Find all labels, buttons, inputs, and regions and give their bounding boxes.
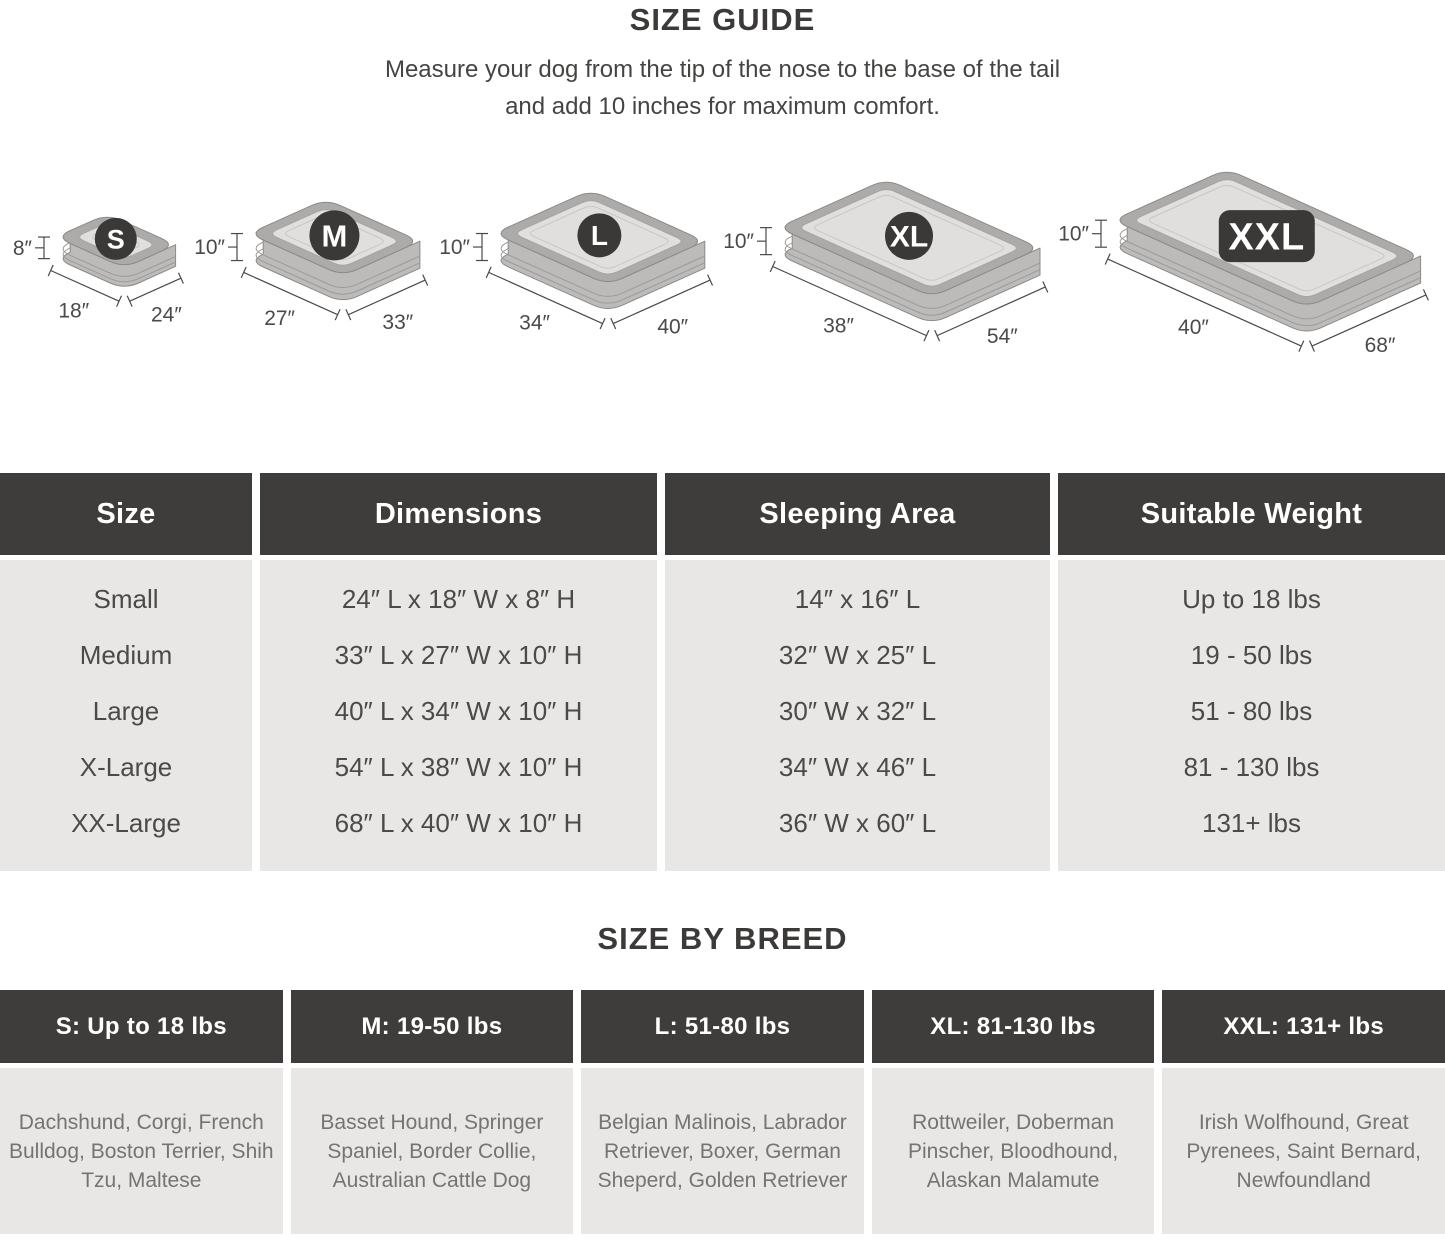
height-dimension [757,227,772,254]
svg-text:XXL: XXL [1228,215,1306,258]
svg-text:M: M [321,218,348,254]
bed-size-diagrams [0,151,1445,403]
bed-diagram-xxl [1058,163,1435,392]
column-header-sleeping-area: Sleeping Area [665,473,1050,555]
breed-list-xl: Rottweiler, Doberman Pinscher, Bloodhound, Alaskan Malamute [872,1068,1155,1234]
breed-header-s: S: Up to 18 lbs [0,990,283,1063]
breed-column-s [0,990,283,1234]
breed-column-xl [872,990,1155,1234]
column-body-sleeping-area [665,560,1050,871]
weight-cell: 51 - 80 lbs [1190,695,1313,726]
size-badge [95,217,137,259]
dimensions-cell: 24″ L x 18″ W x 8″ H [341,584,576,615]
height-dimension [473,234,488,261]
column-header-weight: Suitable Weight [1058,473,1445,555]
weight-cell: 19 - 50 lbs [1190,640,1313,671]
bed-width-label: 18″ [58,298,90,322]
column-header-dimensions: Dimensions [260,473,657,555]
size-cell: XX-Large [71,807,181,838]
svg-text:L: L [590,220,608,252]
size-table-column-weight [1058,473,1445,871]
bed-length-label: 33″ [382,311,414,334]
size-cell: X-Large [79,751,173,782]
dimensions-cell: 54″ L x 38″ W x 10″ H [334,751,583,782]
bed-width-label: 34″ [518,311,550,335]
bed-length-label: 68″ [1364,333,1396,357]
breed-header-xl: XL: 81-130 lbs [872,990,1155,1063]
size-badge [1219,210,1315,262]
breed-list-s: Dachshund, Corgi, French Bulldog, Boston Terrier, Shih Tzu, Maltese [0,1068,283,1234]
bed-diagram-xl [722,173,1054,382]
size-table-column-sleeping-area [665,473,1050,871]
bed-diagram-m [194,193,434,361]
svg-text:XL: XL [889,219,928,253]
column-header-size: Size [0,473,252,555]
bed-diagram-l [438,184,719,370]
breed-list-l: Belgian Malinois, Labrador Retriever, Boxer, German Sheperd, Golden Retriever [581,1068,864,1234]
dimensions-cell: 33″ L x 27″ W x 10″ H [334,640,583,671]
subtitle-line-2: and add 10 inches for maximum comfort. [505,93,940,120]
column-body-dimensions [260,560,657,871]
weight-cell: 131+ lbs [1201,807,1302,838]
breed-column-l [581,990,864,1234]
breed-column-m [291,990,574,1234]
size-cell: Small [93,584,159,615]
svg-text:S: S [106,223,125,254]
height-dimension [35,237,50,259]
sleeping-area-cell: 32″ W x 25″ L [778,640,937,671]
bed-length-label: 40″ [656,315,688,339]
breed-column-xxl [1162,990,1445,1234]
subtitle-line-1: Measure your dog from the tip of the nose to the base of the tail [384,56,1061,83]
breed-section-title: SIZE BY BREED [597,921,848,956]
height-dimension [1092,220,1107,247]
bed-length-label: 24″ [150,302,182,326]
size-table-column-dimensions [260,473,657,871]
breed-list-m: Basset Hound, Springer Spaniel, Border Collie, Australian Cattle Dog [291,1068,574,1234]
bed-length-label: 54″ [986,324,1018,348]
height-dimension [228,234,243,261]
dimensions-cell: 40″ L x 34″ W x 10″ H [334,695,583,726]
size-badge [577,213,621,257]
column-body-weight [1058,560,1445,871]
dimensions-cell: 68″ L x 40″ W x 10″ H [334,807,583,838]
bed-width-label: 40″ [1178,315,1209,339]
sleeping-area-cell: 34″ W x 46″ L [778,751,937,782]
page-title: SIZE GUIDE [629,2,816,37]
bed-height-label: 10″ [722,229,754,253]
bed-height-label: 10″ [438,236,470,260]
bed-width-label: 27″ [264,307,296,331]
bed-width-label: 38″ [822,314,854,338]
breed-header-xxl: XXL: 131+ lbs [1162,990,1445,1063]
bed-height-label: 8″ [12,236,32,260]
breed-list-xxl: Irish Wolfhound, Great Pyrenees, Saint Bernard, Newfoundland [1162,1068,1445,1234]
size-badge [885,211,933,259]
size-badge [310,210,360,260]
page-subtitle [0,51,1445,125]
bed-height-label: 10″ [194,236,226,260]
bed-diagram-s [10,208,190,347]
column-body-size [0,560,252,871]
breed-table [0,990,1445,1234]
weight-cell: 81 - 130 lbs [1183,751,1320,782]
sleeping-area-cell: 36″ W x 60″ L [778,807,937,838]
size-table [0,473,1445,871]
bed-height-label: 10″ [1058,222,1089,246]
sleeping-area-cell: 14″ x 16″ L [794,584,921,615]
breed-header-l: L: 51-80 lbs [581,990,864,1063]
sleeping-area-cell: 30″ W x 32″ L [778,695,937,726]
breed-header-m: M: 19-50 lbs [291,990,574,1063]
size-cell: Medium [79,640,173,671]
weight-cell: Up to 18 lbs [1182,584,1321,615]
size-cell: Large [92,695,160,726]
size-table-column-size [0,473,252,871]
